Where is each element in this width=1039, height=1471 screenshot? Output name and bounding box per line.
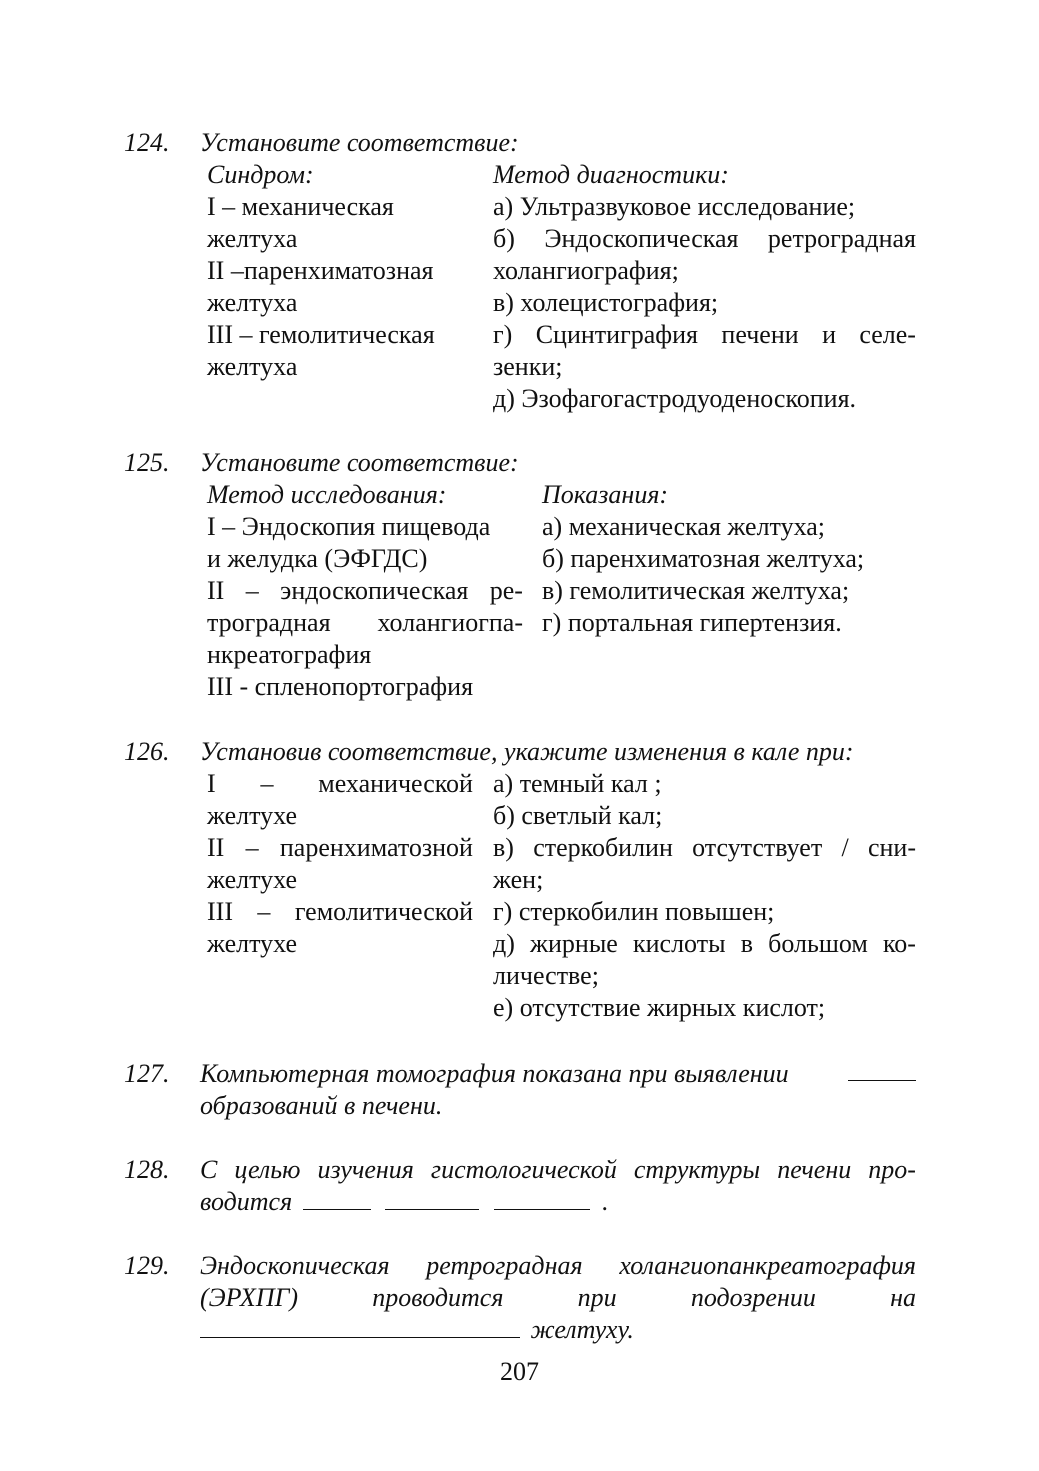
word: и bbox=[822, 320, 836, 349]
left-item-line: I – Эндоскопия пищевода bbox=[207, 512, 491, 541]
left-item-line bbox=[207, 607, 523, 639]
word: – bbox=[245, 833, 259, 862]
left-column-header: Синдром: bbox=[207, 160, 314, 189]
word: б) bbox=[493, 224, 515, 253]
left-column-header: Метод исследования: bbox=[207, 480, 447, 509]
question-line-text: желтуху. bbox=[530, 1315, 634, 1344]
right-item-line bbox=[493, 928, 916, 960]
right-item-line: б) паренхиматозная желтуха; bbox=[542, 544, 865, 573]
question-word: подозрении bbox=[690, 1283, 816, 1312]
left-column bbox=[207, 479, 523, 703]
word: селе- bbox=[859, 320, 916, 349]
word: ретроградная bbox=[767, 224, 916, 253]
word: II bbox=[207, 576, 225, 605]
right-item-line: зенки; bbox=[493, 352, 563, 381]
left-column bbox=[207, 159, 472, 383]
word: большом bbox=[768, 929, 868, 958]
right-column bbox=[542, 479, 922, 639]
right-item-line bbox=[493, 319, 916, 351]
right-column-header: Метод диагностики: bbox=[493, 160, 729, 189]
question-word: на bbox=[890, 1283, 916, 1312]
left-column bbox=[207, 768, 473, 960]
right-column bbox=[493, 159, 916, 415]
word: – bbox=[245, 576, 259, 605]
left-item-line: III – гемолитическая bbox=[207, 320, 435, 349]
page-number: 207 bbox=[500, 1357, 539, 1386]
word: гемолитической bbox=[294, 897, 473, 926]
left-item-line: II –паренхиматозная bbox=[207, 256, 434, 285]
question-word: проводится bbox=[372, 1283, 504, 1312]
question-prompt: Установите соответствие: bbox=[200, 448, 519, 477]
word: отсутствует bbox=[692, 833, 823, 862]
question-word: (ЭРХПГ) bbox=[200, 1283, 299, 1312]
word: стеркобилин bbox=[533, 833, 673, 862]
word: ко- bbox=[882, 929, 916, 958]
question-number: 125. bbox=[124, 448, 170, 477]
question-number: 127. bbox=[124, 1059, 170, 1088]
word: эндоскопическая bbox=[280, 576, 469, 605]
word: / bbox=[841, 833, 849, 862]
left-item-line: III - спленопортография bbox=[207, 672, 474, 701]
left-item-line bbox=[207, 832, 473, 864]
word: ре- bbox=[489, 576, 523, 605]
answer-blank[interactable] bbox=[200, 1315, 520, 1338]
word: холангиопанкреатография bbox=[619, 1251, 916, 1280]
right-item-line: д) Эзофагогастродуоденоскопия. bbox=[493, 384, 857, 413]
word: гистологической bbox=[430, 1155, 617, 1184]
answer-blank[interactable] bbox=[385, 1187, 479, 1210]
right-item-line: в) холецистография; bbox=[493, 288, 719, 317]
word: – bbox=[260, 769, 274, 798]
word: кислоты bbox=[632, 929, 726, 958]
question-line bbox=[200, 1154, 916, 1186]
question-number: 126. bbox=[124, 737, 170, 766]
question-number: 129. bbox=[124, 1251, 170, 1280]
left-item-line: желтухе bbox=[207, 801, 298, 830]
left-item-line: и желудка (ЭФГДС) bbox=[207, 544, 428, 573]
left-item-line: желтуха bbox=[207, 352, 298, 381]
word: в bbox=[740, 929, 753, 958]
right-item-line bbox=[493, 223, 916, 255]
right-item-line: а) Ультразвуковое исследование; bbox=[493, 192, 856, 221]
word: печени bbox=[777, 1155, 852, 1184]
question-text bbox=[200, 1058, 916, 1122]
question-text bbox=[200, 1250, 916, 1346]
word: г) bbox=[493, 320, 513, 349]
question-prompt: Установив соответствие, укажите изменения в кале при: bbox=[200, 737, 854, 766]
question-prompt: Установите соответствие: bbox=[200, 128, 519, 157]
word: ретроградная bbox=[426, 1251, 583, 1280]
question-line bbox=[200, 1282, 916, 1314]
question-line-text: Компьютерная томография показана при выявлении bbox=[200, 1059, 789, 1088]
word: Эндоскопическая bbox=[544, 224, 739, 253]
right-item-line: холангиография; bbox=[493, 256, 679, 285]
word: паренхиматозной bbox=[279, 833, 473, 862]
left-item-line bbox=[207, 896, 473, 928]
word: II bbox=[207, 833, 225, 862]
word: сни- bbox=[867, 833, 916, 862]
word: изучения bbox=[317, 1155, 414, 1184]
word: Эндоскопическая bbox=[200, 1251, 390, 1280]
left-item-line bbox=[207, 575, 523, 607]
word: III bbox=[207, 897, 233, 926]
word: про- bbox=[868, 1155, 916, 1184]
left-item-line: желтухе bbox=[207, 929, 298, 958]
answer-blank[interactable] bbox=[848, 1058, 916, 1081]
answer-blank[interactable] bbox=[303, 1187, 371, 1210]
right-item-line: личестве; bbox=[493, 961, 599, 990]
question-number: 128. bbox=[124, 1155, 170, 1184]
word: структуры bbox=[633, 1155, 761, 1184]
question-line bbox=[200, 1250, 916, 1282]
question-line bbox=[200, 1058, 916, 1090]
word: целью bbox=[234, 1155, 301, 1184]
word: холангиогпа- bbox=[377, 608, 523, 637]
right-item-line bbox=[493, 832, 916, 864]
right-column-header: Показания: bbox=[542, 480, 669, 509]
word: д) bbox=[493, 929, 515, 958]
word: – bbox=[257, 897, 271, 926]
word: I bbox=[207, 769, 216, 798]
word: троградная bbox=[207, 608, 331, 637]
right-item-line: б) светлый кал; bbox=[493, 801, 663, 830]
right-item-line: а) темный кал ; bbox=[493, 769, 662, 798]
right-item-line: е) отсутствие жирных кислот; bbox=[493, 993, 826, 1022]
word: механической bbox=[318, 769, 473, 798]
right-item-line: жен; bbox=[493, 865, 544, 894]
word: печени bbox=[721, 320, 799, 349]
question-word: при bbox=[577, 1283, 617, 1312]
left-item-line: желтуха bbox=[207, 224, 298, 253]
question-line-text: водится bbox=[200, 1187, 293, 1216]
word: С bbox=[200, 1155, 218, 1184]
word: в) bbox=[493, 833, 514, 862]
right-item-line: г) стеркобилин повышен; bbox=[493, 897, 775, 926]
question-line bbox=[200, 1186, 916, 1218]
right-column bbox=[493, 768, 916, 1024]
question-text bbox=[200, 1154, 916, 1218]
left-item-line: желтуха bbox=[207, 288, 298, 317]
left-item-line bbox=[207, 768, 473, 800]
word: Сцинтиграфия bbox=[535, 320, 699, 349]
right-item-line: в) гемолитическая желтуха; bbox=[542, 576, 850, 605]
left-item-line: желтухе bbox=[207, 865, 298, 894]
question-number: 124. bbox=[124, 128, 170, 157]
right-item-line: а) механическая желтуха; bbox=[542, 512, 825, 541]
word: жирные bbox=[530, 929, 618, 958]
left-item-line: нкреатография bbox=[207, 640, 372, 669]
left-item-line: I – механическая bbox=[207, 192, 394, 221]
question-line: образований в печени. bbox=[200, 1091, 443, 1120]
sentence-end: . bbox=[602, 1187, 609, 1216]
question-line bbox=[200, 1314, 916, 1346]
right-item-line: г) портальная гипертензия. bbox=[542, 608, 842, 637]
answer-blank[interactable] bbox=[494, 1187, 590, 1210]
